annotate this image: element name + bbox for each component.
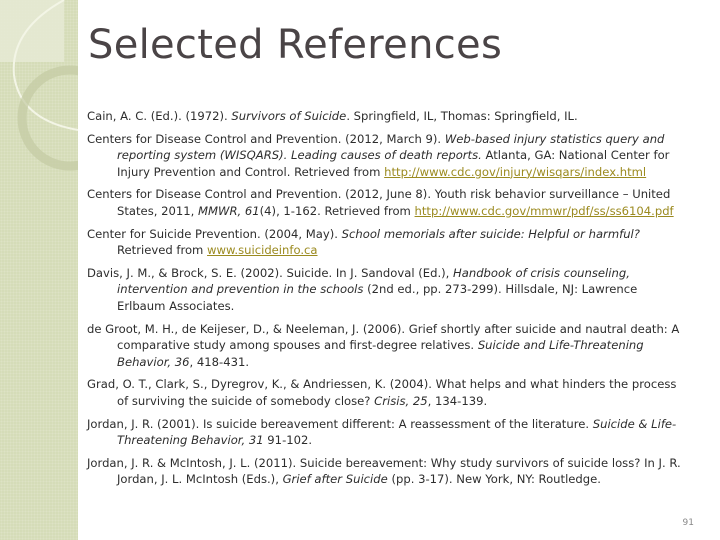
reference-item bbox=[87, 376, 687, 409]
reference-text: Jordan, J. R. (2001). Is suicide bereavement different: A reassessment of the literature. bbox=[87, 416, 593, 431]
reference-text: Centers for Disease Control and Prevention. (2012, March 9). bbox=[87, 131, 445, 146]
reference-text: Cain, A. C. (Ed.). (1972). bbox=[87, 109, 232, 123]
reference-link[interactable]: http://www.cdc.gov/injury/wisqars/index.html bbox=[384, 164, 647, 179]
reference-link[interactable]: http://www.cdc.gov/mmwr/pdf/ss/ss6104.pdf bbox=[414, 203, 674, 218]
reference-text: de Groot, M. H., de Keijeser, D., & Neeleman, J. (2006). Grief shortly after suicide and nautral death: A comparative study among spouses and first-degree relatives. bbox=[87, 321, 680, 353]
reference-item bbox=[87, 265, 687, 315]
reference-title: Web-based injury statistics query and reporting system (WISQARS). Leading causes of death reports. bbox=[117, 131, 665, 163]
reference-title: Survivors of Suicide bbox=[231, 109, 347, 123]
reference-text: Jordan, J. R. & McIntosh, J. L. (2011). Suicide bereavement: Why study survivors of suicide loss? In J. R. Jordan, J. L. McIntosh (Eds.), bbox=[87, 455, 681, 487]
reference-text: Atlanta, GA: National Center for Injury Prevention and Control. Retrieved from bbox=[117, 148, 670, 179]
reference-title: School memorials after suicide: Helpful or harmful? bbox=[341, 226, 640, 241]
reference-title: Grief after Suicide bbox=[282, 472, 388, 487]
reference-item bbox=[87, 321, 687, 371]
reference-text: (4), 1-162. Retrieved from bbox=[259, 203, 415, 218]
reference-text: , 134-139. bbox=[427, 393, 488, 408]
reference-text: Center for Suicide Prevention. (2004, May). bbox=[87, 226, 342, 241]
reference-title: Suicide & Life-Threatening Behavior, 31 bbox=[117, 416, 677, 448]
page-title: Selected References bbox=[88, 22, 503, 68]
reference-item bbox=[87, 455, 687, 488]
reference-item bbox=[87, 131, 687, 181]
reference-list bbox=[87, 108, 687, 494]
reference-text: Centers for Disease Control and Prevention. (2012, June 8). Youth risk behavior surveillance – United States, 2011, bbox=[87, 187, 671, 218]
reference-text: (2nd ed., pp. 273-299). Hillsdale, NJ: Lawrence Erlbaum Associates. bbox=[117, 282, 638, 313]
reference-title: Handbook of crisis counseling, intervention and prevention in the schools bbox=[117, 265, 630, 297]
reference-text: Retrieved from bbox=[117, 243, 208, 258]
reference-title: Suicide and Life-Threatening Behavior, 36 bbox=[117, 338, 644, 369]
page-number: 91 bbox=[682, 518, 694, 528]
reference-text: 91-102. bbox=[263, 433, 313, 448]
reference-text: . Springfield, IL, Thomas: Springfield, IL. bbox=[346, 109, 578, 123]
reference-item bbox=[87, 416, 687, 449]
reference-text: Grad, O. T., Clark, S., Dyregrov, K., & Andriessen, K. (2004). What helps and what hinders the process of surviving the suicide of somebody close? bbox=[87, 377, 677, 408]
reference-item bbox=[87, 108, 687, 125]
reference-title: MMWR, 61 bbox=[197, 203, 260, 218]
reference-text: , 418-431. bbox=[189, 354, 250, 369]
reference-title: Crisis, 25 bbox=[374, 393, 428, 408]
decorative-sidebar bbox=[0, 0, 78, 540]
reference-link[interactable]: www.suicideinfo.ca bbox=[207, 243, 318, 258]
reference-text: (pp. 3-17). New York, NY: Routledge. bbox=[387, 472, 601, 487]
sidebar-curve-decoration bbox=[0, 0, 78, 540]
reference-item bbox=[87, 186, 687, 219]
reference-item bbox=[87, 226, 687, 259]
reference-text: Davis, J. M., & Brock, S. E. (2002). Suicide. In J. Sandoval (Ed.), bbox=[87, 265, 454, 280]
